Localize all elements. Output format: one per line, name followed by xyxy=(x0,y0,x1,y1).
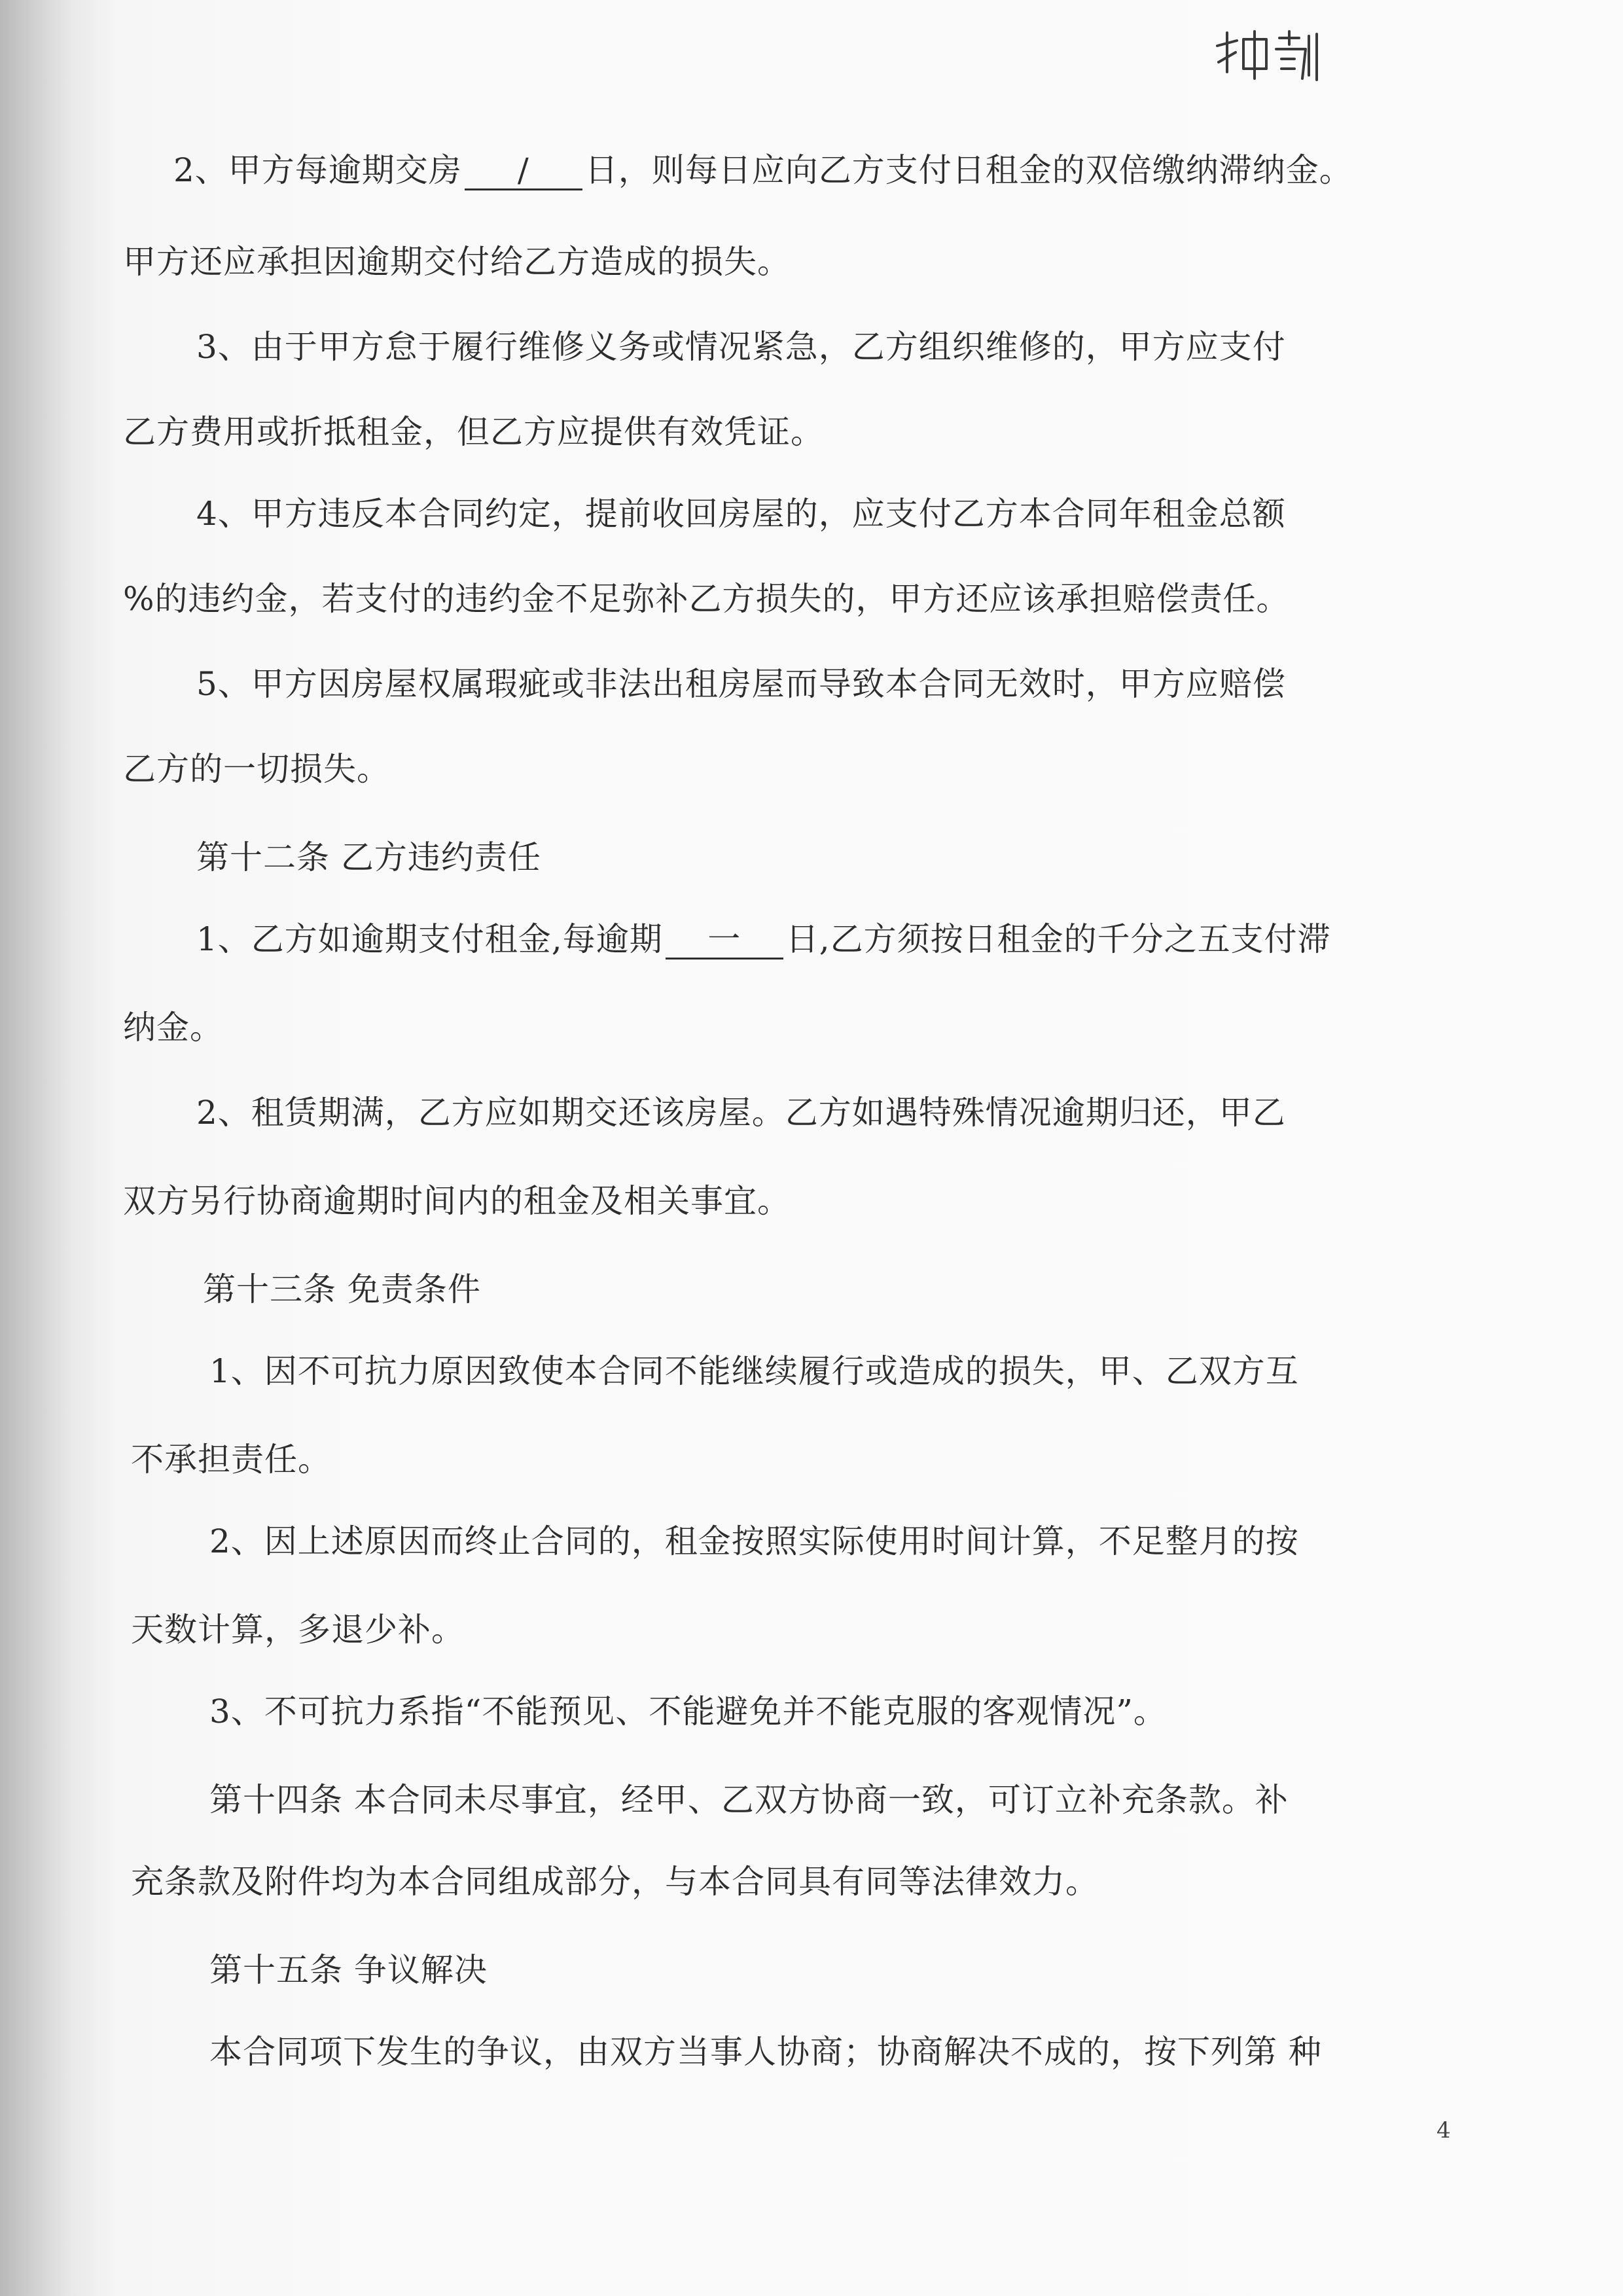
clause-13-item-3: 3、不可抗力系指“不能预见、不能避免并不能克服的客观情况”。 xyxy=(209,1693,1167,1731)
clause-13-item-2-line-2: 天数计算，多退少补。 xyxy=(131,1611,465,1649)
clause-14-line-2: 充条款及附件均为本合同组成部分，与本合同具有同等法律效力。 xyxy=(131,1863,1099,1901)
page-number: 4 xyxy=(1436,2117,1451,2144)
clause-15-line-1: 本合同项下发生的争议，由双方当事人协商；协商解决不成的，按下列第 种 xyxy=(209,2033,1322,2071)
clause-13-item-2-line-1: 2、因上述原因而终止合同的，租金按照实际使用时间计算，不足整月的按 xyxy=(209,1522,1299,1560)
clause-11-item-5-line-2: 乙方的一切损失。 xyxy=(123,750,390,788)
clause-11-item-3-line-1: 3、由于甲方怠于履行维修义务或情况紧急，乙方组织维修的，甲方应支付 xyxy=(196,328,1286,366)
clause-13-heading: 第十三条 免责条件 xyxy=(203,1270,481,1308)
overdue-days-rent-blank: 一 xyxy=(666,921,783,960)
clause-text: 日,乙方须按日租金的千分之五支付滞 xyxy=(785,920,1331,958)
clause-12-item-2-line-2: 双方另行协商逾期时间内的租金及相关事宜。 xyxy=(123,1182,791,1220)
clause-12-item-1-line-2: 纳金。 xyxy=(123,1009,223,1047)
overdue-days-handover-blank: / xyxy=(465,152,582,190)
clause-11-item-4-line-1: 4、甲方违反本合同约定，提前收回房屋的，应支付乙方本合同年租金总额 xyxy=(196,495,1286,533)
clause-text: 2、甲方每逾期交房 xyxy=(173,151,462,189)
clause-11-item-4-line-2: %的违约金，若支付的违约金不足弥补乙方损失的，甲方还应该承担赔偿责任。 xyxy=(123,580,1290,618)
clause-11-item-2-line-1 xyxy=(173,147,1353,193)
clause-12-item-2-line-1: 2、租赁期满，乙方应如期交还该房屋。乙方如遇特殊情况逾期归还，甲乙 xyxy=(196,1094,1286,1132)
clause-text: 日，则每日应向乙方支付日租金的双倍缴纳滞纳金。 xyxy=(584,151,1353,189)
clause-12-item-1-line-1 xyxy=(196,916,1331,962)
clause-13-item-1-line-1: 1、因不可抗力原因致使本合同不能继续履行或造成的损失，甲、乙双方互 xyxy=(209,1352,1299,1390)
clause-13-item-1-line-2: 不承担责任。 xyxy=(131,1441,331,1479)
clause-text: 1、乙方如逾期支付租金,每逾期 xyxy=(196,920,663,958)
clause-14-line-1: 第十四条 本合同未尽事宜，经甲、乙双方协商一致，可订立补充条款。补 xyxy=(209,1781,1289,1819)
clause-11-item-2-line-2: 甲方还应承担因逾期交付给乙方造成的损失。 xyxy=(123,243,791,281)
clause-12-heading: 第十二条 乙方违约责任 xyxy=(196,838,541,876)
handwritten-note-mark xyxy=(1211,26,1342,85)
clause-11-item-5-line-1: 5、甲方因房屋权属瑕疵或非法出租房屋而导致本合同无效时，甲方应赔偿 xyxy=(196,665,1286,703)
clause-15-heading: 第十五条 争议解决 xyxy=(209,1951,488,1989)
clause-11-item-3-line-2: 乙方费用或折抵租金，但乙方应提供有效凭证。 xyxy=(123,413,824,451)
